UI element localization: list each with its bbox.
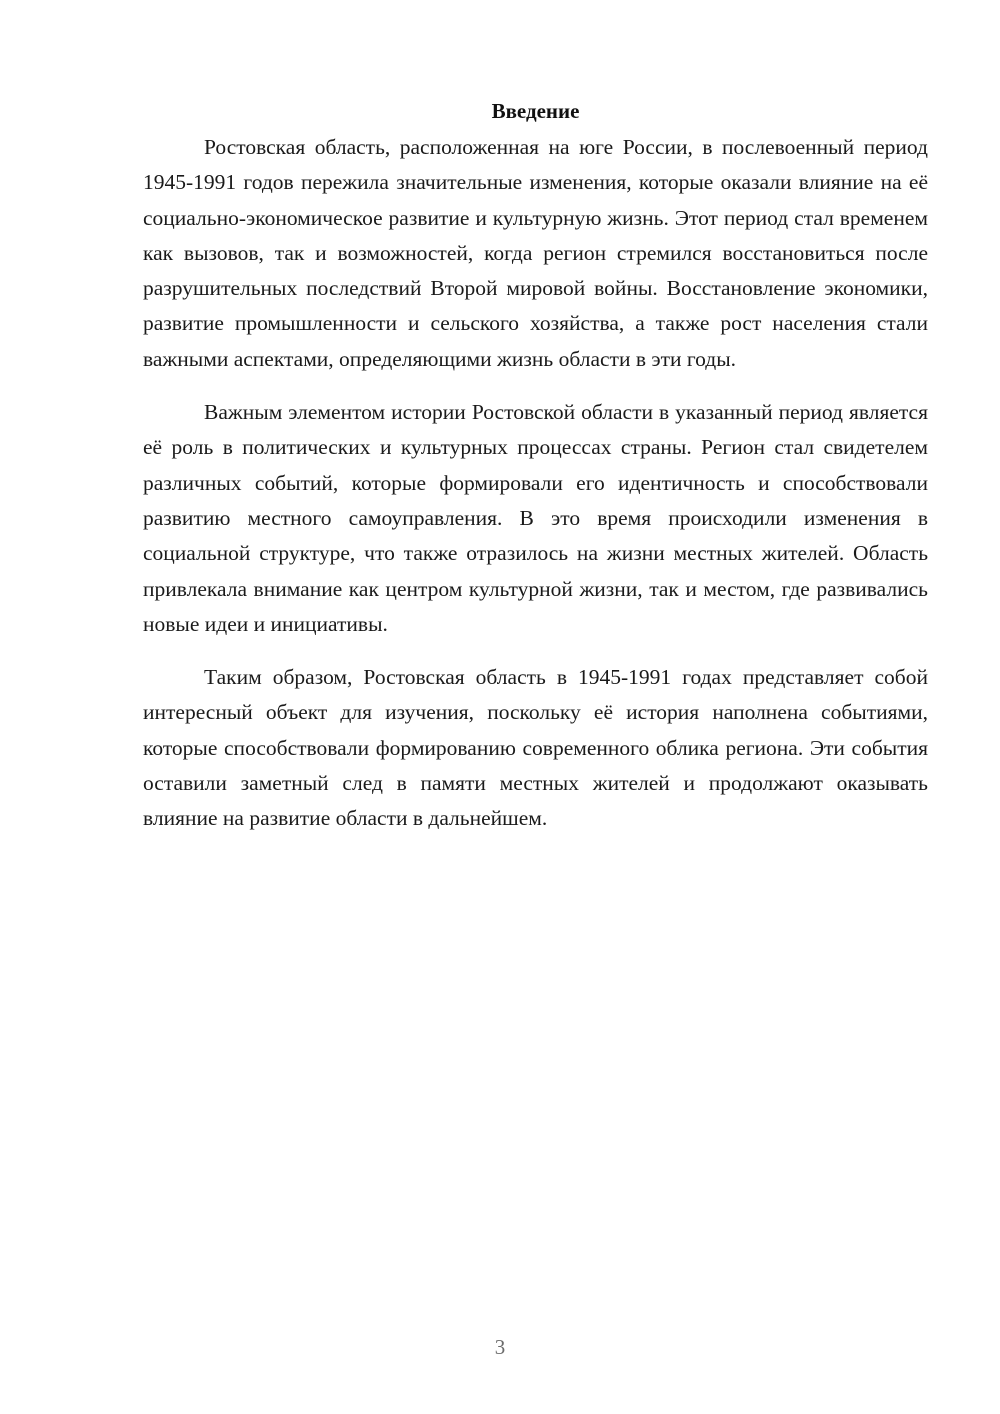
paragraph-2: Важным элементом истории Ростовской области в указанный период является её роль в политических и культурных процессах страны. Регион стал свидетелем различных событий, которые формировали его идентичность и способствовали развитию местного самоуправления. В это время происходили изменения в социальной структуре, что также отразилось на жизни местных жителей. Область привлекала внимание как центром культурной жизни, так и местом, где развивались новые идеи и инициативы. [143, 400, 928, 636]
paragraph-3: Таким образом, Ростовская область в 1945-1991 годах представляет собой интересный объект для изучения, поскольку её история наполнена событиями, которые способствовали формированию современного облика региона. Эти события оставили заметный след в памяти местных жителей и продолжают оказывать влияние на развитие области в дальнейшем. [143, 665, 928, 831]
paragraph-1: Ростовская область, расположенная на юге России, в послевоенный период 1945-1991 годов пережила значительные изменения, которые оказали влияние на её социально-экономическое развитие и культурную жизнь. Этот период стал временем как вызовов, так и возможностей, когда регион стремился восстановиться после разрушительных последствий Второй мировой войны. Восстановление экономики, развитие промышленности и сельского хозяйства, а также рост населения стали важными аспектами, определяющими жизнь области в эти годы. [143, 135, 928, 371]
section-title: Введение [491, 99, 580, 123]
page-number: 3 [494, 1335, 506, 1359]
page-content [143, 96, 928, 855]
